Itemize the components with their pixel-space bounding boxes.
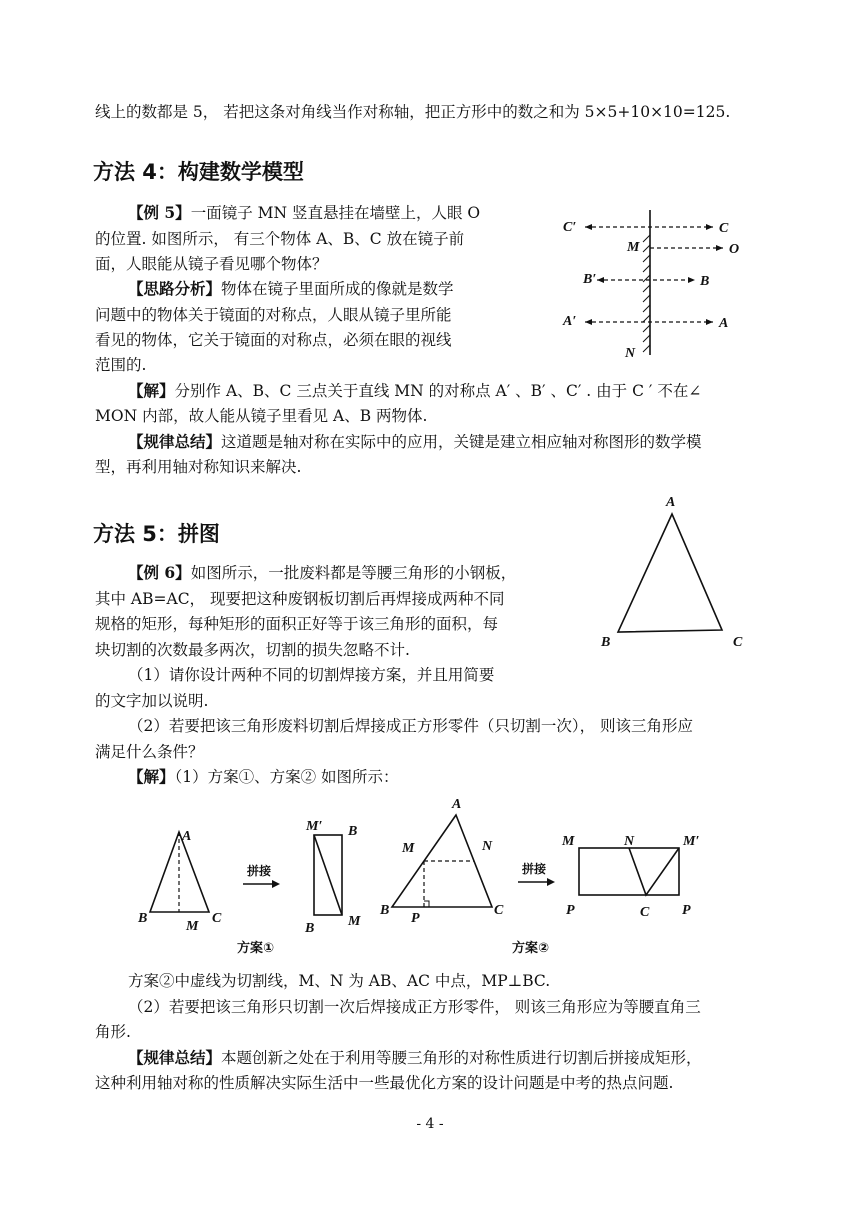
example6-text1: 如图所示，一批废料都是等腰三角形的小钢板， [190,564,517,582]
p2r-label-p2: P [682,903,691,918]
label-n: N [625,346,636,361]
solution5-tag: 【解】 [128,767,175,786]
method5-note: 方案②中虚线为切割线，M、N 为 AB、AC 中点，MP⊥BC. [128,972,551,990]
p2r-label-m: M [562,834,575,849]
p1-label-a: A [182,829,192,844]
plan1-join-arrow [243,863,280,888]
method4-example-line2: 的位置. 如图所示， 有三个物体 A、B、C 放在镜子前 [95,230,465,248]
p2-label-m: M [402,841,415,856]
arrow-o [716,245,723,251]
tri-label-a: A [666,495,676,510]
p2-label-b: B [380,903,390,918]
plan2-caption: 方案② [512,941,550,956]
plan1-triangle [137,829,222,934]
p1r-label-m: M [348,914,361,929]
method5-q2-line1: （2）若要把该三角形废料切割后焊接成正方形零件（只切割一次）， 则该三角形应 [128,717,694,735]
label-c: C [719,221,729,236]
method5-summary-line2: 这种利用轴对称的性质解决实际生活中一些最优化方案的设计问题是中考的热点问题. [95,1074,674,1092]
p1r-label-mprime: M′ [306,819,323,834]
label-m: M [627,240,640,255]
label-c-prime: C′ [563,220,577,235]
analysis-tag: 【思路分析】 [128,279,222,298]
method4-solution-line1 [128,378,701,404]
method5-summary-line1 [128,1045,702,1071]
label-o: O [729,242,740,257]
method4-example-line1 [128,200,480,226]
p1r-label-b2: B [305,921,315,936]
label-a: A [719,316,729,331]
p2r-label-c: C [640,905,650,920]
solution4-tag: 【解】 [128,381,175,400]
solution4-text1: 分别作 A、B、C 三点关于直线 MN 的对称点 A′ 、B′ 、C′ . 由于 C ′ 不在∠ [174,382,702,400]
plan1-rectangle [304,819,361,936]
p2-label-c: C [494,903,504,918]
label-a-prime: A′ [563,314,577,329]
p1-join-label: 拼接 [247,864,272,878]
analysis-text1: 物体在镜子里面所成的像就是数学 [221,280,454,298]
method5-example-line4: 块切割的次数最多两次，切割的损失忽略不计. [95,641,410,659]
method5-q2-line2: 满足什么条件？ [95,743,204,761]
plan1-caption: 方案① [237,941,275,956]
label-b-prime: B′ [583,272,597,287]
method5-q1-line1: （1）请你设计两种不同的切割焊接方案，并且用简要 [128,666,495,684]
p2r-label-n: N [624,834,635,849]
tri-label-b: B [601,635,611,650]
plan2-triangle [379,797,504,926]
method5-example-line2: 其中 AB=AC， 现要把这种废钢板切割后再焊接成两种不同 [95,590,505,608]
p1-label-m: M [186,919,199,934]
p1r-label-b: B [348,824,358,839]
method5-heading: 方法 5：拼图 [93,522,220,546]
method4-analysis-line2: 问题中的物体关于镜面的对称点，人眼从镜子里所能 [95,306,452,324]
summary4-tag: 【规律总结】 [128,432,222,451]
method4-summary-line2: 型，再利用轴对称知识来解决. [95,458,302,476]
method5-ans2-line2: 角形. [95,1023,131,1041]
tri-label-c: C [733,635,743,650]
top-line: 线上的数都是 5， 若把这条对角线当作对称轴，把正方形中的数之和为 5×5+10×10=125. [95,103,731,121]
summary5-text1: 本题创新之处在于利用等腰三角形的对称性质进行切割后拼接成矩形， [221,1049,702,1067]
p2-label-a: A [452,797,462,812]
method4-analysis-line3: 看见的物体，它关于镜面的对称点，必须在眼的视线 [95,331,452,349]
summary4-text1: 这道题是轴对称在实际中的应用，关键是建立相应轴对称图形的数学模 [221,433,702,451]
method4-summary-line1 [128,429,702,455]
example6-tag: 【例 6】 [128,563,191,582]
method5-example-line3: 规格的矩形，每种矩形的面积正好等于该三角形的面积，每 [95,615,499,633]
p2r-label-mprime: M′ [683,834,700,849]
label-b: B [700,274,710,289]
summary5-tag: 【规律总结】 [128,1048,222,1067]
method4-example-line3: 面，人眼能从镜子看见哪个物体？ [95,255,328,273]
plan2-join-arrow [518,861,555,886]
method5-q1-line2: 的文字加以说明. [95,692,209,710]
p2-label-n: N [482,839,493,854]
triangle-abc [618,514,722,632]
example5-text1: 一面镜子 MN 竖直悬挂在墙壁上，人眼 O [190,204,481,222]
method5-solution-line1 [128,764,399,790]
method5-ans2-line1: （2）若要把该三角形只切割一次后焊接成正方形零件， 则该三角形应为等腰直角三 [128,998,701,1016]
method4-heading: 方法 4：构建数学模型 [93,160,304,184]
mirror-hatching [643,235,650,352]
method5-example-line1 [128,560,516,586]
example5-tag: 【例 5】 [128,203,191,222]
plans-figure [130,790,730,960]
mirror-figure [555,205,755,365]
method4-analysis-line1 [128,276,454,302]
plan2-rectangle [561,834,699,920]
p2r-label-p: P [566,903,575,918]
page-number: - 4 - [416,1116,444,1132]
method4-analysis-line4: 范围的. [95,356,147,374]
p2-join-label: 拼接 [522,862,547,876]
p2-label-p: P [411,911,420,926]
triangle-figure [595,492,765,657]
method4-solution-line2: MON 内部，故人能从镜子里看见 A、B 两物体. [95,407,428,425]
p1-label-b: B [138,911,148,926]
solution5-text1: （1）方案①、方案② 如图所示： [174,768,399,786]
p1-label-c: C [212,911,222,926]
